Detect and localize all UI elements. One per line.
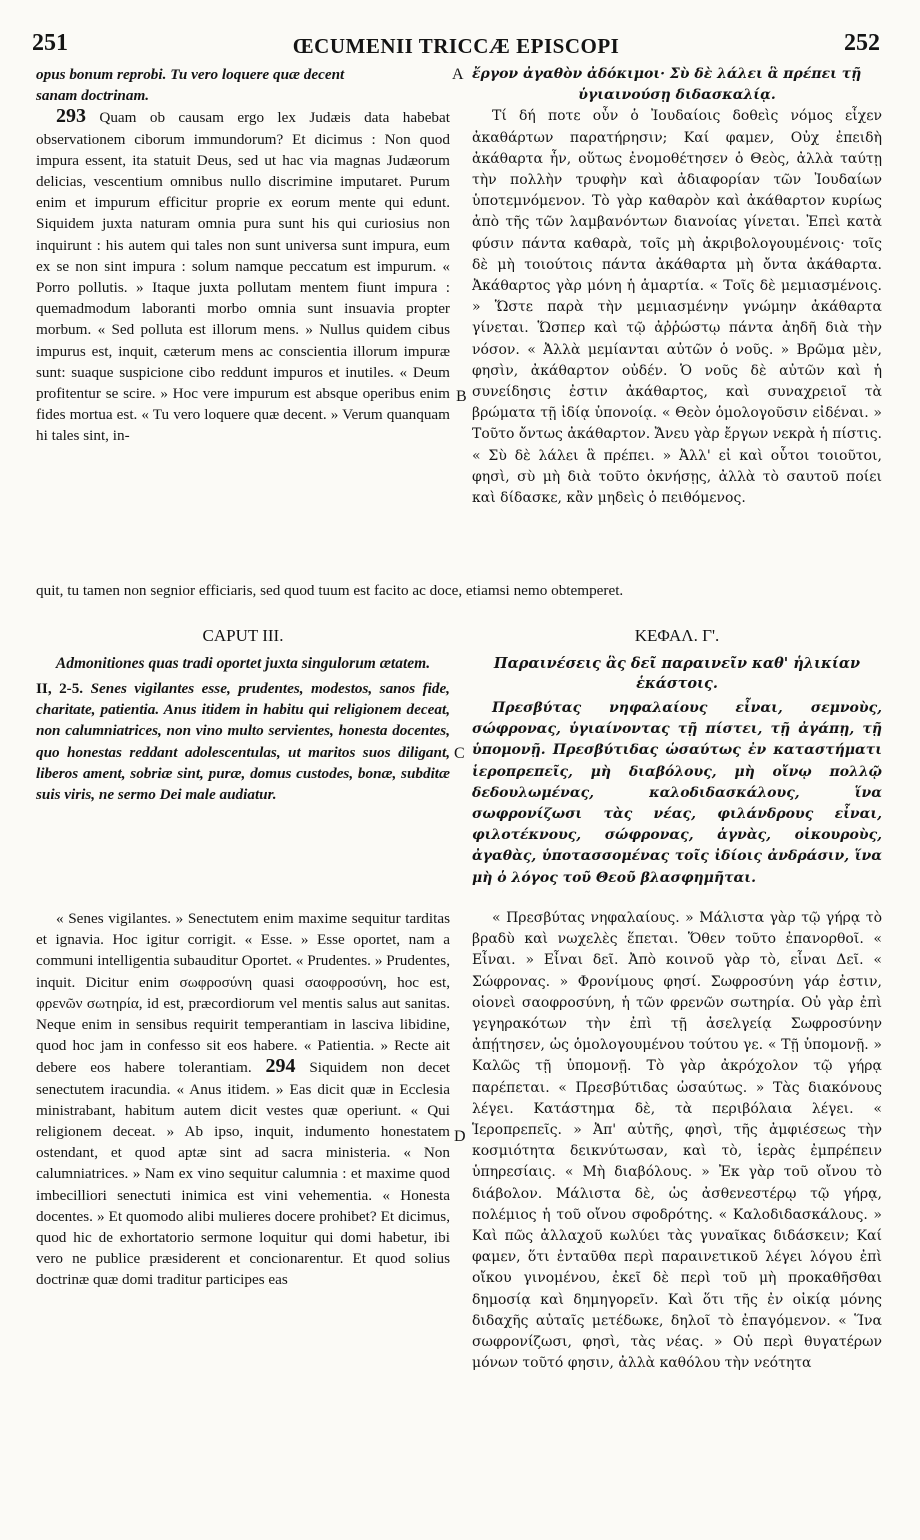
page-header [32,30,880,60]
greek-chapter-summary: Παραινέσεις ἃς δεῖ παραινεῖν καθ' ἡλικίαν ἑκάστοις. [493,655,861,692]
latin-chapter-summary: Admonitiones quas tradi oportet juxta singulorum ætatem. [55,655,431,672]
latin-chapter-block [36,626,450,805]
latin-commentary-paragraph [36,908,450,1291]
latin-commentary-part-2: Siquidem non decet senectutem iracundia. « Anus itidem. » Eas dicit quæ in Ecclesia ministrabant, habitum autem dicit vestes quæ operiunt. « Qui religionem deceat. » Ab ipso, inquit, indumento honestatem ostendant, et quod aptæ sint ad sacra ministeria. « Non calumniatrices. » Nam ex vino sequitur calumnia : et maxime quod imbecilliori senectuti inimica est vini vehementia. « Honesta docentes. » Et quomodo alibi mulieres docere prohibet? Et dicimus, quod hic de exhortatorio sermone loquitur qui domi habetur, ibi vero ne publice præsiderent et concionarentur. Et quod solius doctrinæ quæ domi traditur participes eas [36,1059,451,1289]
latin-commentary-part-1: « Senes vigilantes. » Senectutem enim maxime sequitur tarditas et ignavia. Hoc igitur corrigit. « Esse. » Esse oportet, nam a communi intelligentia subauditur Oportet. « Prudentes. » Prudentes, inquit. Dicitur enim σωφροσύνη quasi σαοφροσύνη, hoc est, φρενῶν σωτηρία, id est, præcordiorum vel mentis salus aut sanitas. Neque enim in sensibus requirit temperantiam in lasciva libidine, quod hoc jam in confesso sit eos habere. « Patientia. » Recte ait debere eos habere tolerantiam. [36,910,450,1077]
page-number-right: 252 [844,30,880,56]
greek-commentary-text: « Πρεσβύτας νηφαλαίους. » Μάλιστα γὰρ τῷ γήρᾳ τὸ βραδὺ καὶ νωχελὲς ἕπεται. Ὅθεν τοῦτο ἐπανορθοῖ. « Εἶναι. » Εἶναι δεῖ. Ἀπὸ κοινοῦ γὰρ τὸ, εἶναι Δεῖ. « Σώφρονας. » Φρονίμους φησί. Σωφροσύνη γάρ ἐστιν, οἱονεὶ σαοφροσύνη, ἡ τῶν φρενῶν σωτηρία. Οὐ γὰρ ἐπὶ γεγηρακότων τὴν ἐπὶ τῇ ἀσελγείᾳ Σωφροσύνην ἀπῄτησεν, ὡς ὁμολογουμένου τούτου γε. « Τῇ ὑπομονῇ. » Καλῶς τῇ ὑπομονῇ. Τὸ γὰρ ἀκρόχολον τῷ γήρᾳ παρέπεται. « Πρεσβύτιδας ὡσαύτως. » Τὰς διακόνους λέγει. Κατάστημα δὲ, τὰ περιβόλαια λέγει. « Ἱεροπρεπεῖς. » Ἀπ' αὐτῆς, φησὶ, τῆς ἀμφιέσεως τὴν κοσμιότητα δεικνύτωσαν, καὶ τὸ, ἱερὰς ἐμπρέπειν ὑπηρεσίαις. « Μὴ διαβόλους. » Ἐκ γὰρ τοῦ οἴνου τὸ διάβολον. Μάλιστα δὲ, ὡς ἀσθενεστέρῳ τῷ γήρᾳ, πολέμιος ἡ τοῦ οἴνου σφοδρότης. « Καλοδιδασκάλους. » Καὶ πῶς ἀλλαχοῦ κωλύει τὰς γυναῖκας διδάσκειν; Καί φαμεν, ὅτι ἐνταῦθα περὶ παραινετικοῦ λέγει λόγου ἐπὶ οἴκου γινομένου, ἐκεῖ δὲ περὶ τοῦ μὴ προκαθῆσθαι δημοσίᾳ καὶ δημηγορεῖν. Καὶ ὅτι τῆς ἐν οἰκίᾳ μόνης διδαχῆς αὐταῖς μετέδωκε, δηλοῖ τὸ ἐπαγόμενον. « Ἵνα σωφρονίζωσι, φησὶ, τὰς νέας. » Οὐ περὶ θυγατέρων μόνων τοῦτό φησιν, ἀλλὰ καθόλου τὴν νεότητα [472,910,882,1372]
latin-commentary [36,908,450,1291]
running-title: ŒCUMENII TRICCÆ EPISCOPI [292,34,620,58]
latin-body-text: Quam ob causam ergo lex Judæis data habebat observationem ciborum immundorum? Et dicimus : Non quod impura essent, ita statuit Deus, sed ut hac via magnas Judæorum delicias, vescentium omnibus nullo discrimine imputaret. Purum enim et impurum efficitur proprie ex eorum mente qui edunt. Siquidem juxta naturam omnia pura sunt his qui curiosius non inquirunt : his autem qui tales non sunt universa sunt impura, eum ex se non sint impura : solum namque peccatum est impurum. « Porro pollutis. » Itaque juxta pollutam mentem fiunt impura : quemadmodum laboranti morbo omnia sunt insuavia propter morbum. « Sed polluta est illorum mens. » Nullus quidem cibus impurus est, inquit, cæterum mens ac conscientia illorum impuræ sunt: suaque suspicione cibo reddunt impuros et inutiles. « Deum profitentur se scire. » Hoc vere impurum est absque operibus enim fides mortua est. « Tu vero loquere quæ decent. » Verum quanquam hi tales sint, in- [36,109,450,445]
greek-verse-text: Πρεσβύτας νηφαλαίους εἶναι, σεμνοὺς, σώφρονας, ὑγιαίνοντας τῇ πίστει, τῇ ἀγάπῃ, τῇ ὑπομονῇ. Πρεσβύτιδας ὡσαύτως ἐν καταστήματι ἱεροπρεπεῖς, μὴ διαβόλους, μὴ οἴνῳ πολλῷ δεδουλωμένας, καλοδιδασκάλους, ἵνα σωφρονίζωσι τὰς νέας, φιλάνδρους εἶναι, φιλοτέκνους, σώφρονας, ἁγνὰς, οἰκουροὺς, ἀγαθὰς, ὑποτασσομένας τοῖς ἰδίοις ἀνδράσιν, ἵνα μὴ ὁ λόγος τοῦ Θεοῦ βλασφημῆται. [472,700,882,886]
greek-column-top [472,64,882,509]
full-width-latin-line: quit, tu tamen non segnior efficiaris, sed quod tuum est facito ac doce, etiamsi nemo obtemperet. [36,582,624,599]
latin-verse-line-2: sanam doctrinam. [36,87,150,105]
column-number-294: 294 [265,1055,296,1078]
column-number-293: 293 [56,105,86,128]
marker-c: C [454,745,465,762]
latin-chapter-title: CAPUT III. [202,626,284,645]
latin-verse-text: Senes vigilantes esse, prudentes, modestos, sanos fide, charitate, patientia. Anus itidem in habitu qui religionem deceat, non calumniatrices, non vino multo servientes, honesta docentes, quo honestas reddant adolescentulas, ut maritos suos diligant, liberos ament, sobriæ sint, puræ, domus custodes, bonæ, subditæ suis viris, ne sermo Dei male audiatur. [36,680,450,804]
greek-chapter-block [472,626,882,889]
latin-paragraph [36,106,450,446]
latin-verse-line-1: opus bonum reprobi. Tu vero loquere quæ decent [36,66,345,83]
latin-column-top [36,64,450,447]
latin-verse-block [36,678,450,805]
latin-verse-reference: II, 2-5. [36,680,84,697]
greek-chapter-title: ΚΕΦΑΛ. Γ'. [634,626,720,645]
page-number-left: 251 [32,30,68,56]
greek-body-text: Τί δή ποτε οὖν ὁ Ἰουδαίοις δοθεὶς νόμος εἶχεν ἀκαθάρτων παρατήρησιν; Καί φαμεν, Οὐχ ἐπειδὴ ἀκάθαρτα ἦν, οὕτως ἐνομοθέτησεν ὁ Θεὸς, ἀλλὰ ταύτῃ τὴν πολλὴν τρυφὴν καὶ ἀδιαφορίαν τῶν Ἰουδαίων ὑποτεμνόμενον. Τὸ γὰρ καθαρὸν καὶ ἀκάθαρτον κυρίως ἀπὸ τῆς τῶν λαμβανόντων διανοίας γίνεται. Ἐπεὶ κατὰ φύσιν πάντα καθαρὰ, τοῖς μὴ ἀκριβολογουμένοις· τοῖς δὲ μὴ τοιούτοις πάντα ἀκάθαρτα μὴ ὄντα ἀκάθαρτα. Ἀκάθαρτος γὰρ μόνη ἡ ἁμαρτία. « Τοῖς δὲ μεμιασμένοις. » Ὥστε παρὰ τὴν μεμιασμένην γνώμην ἀκάθαρτα γίνεται. Ὥσπερ καὶ τῷ ἀῤῥώστῳ πάντα ἀηδῆ διὰ τὴν νόσον. « Ἀλλὰ μεμίανται αὐτῶν ὁ νοῦς. » Βρῶμα μὲν, φησὶν, ἀκάθαρτον οὐδέν. Ὁ νοῦς δὲ αὐτῶν καὶ ἡ συνείδησις ἐστιν ἀκάθαρτος, καὶ συναχρειοῖ τὰ βρώματα τῇ ἰδίᾳ ὑπονοίᾳ. « Θεὸν ὁμολογοῦσιν εἰδέναι. » Τοῦτο ὄντως ἀκάθαρτον. Ἄνευ γὰρ ἔργων νεκρὰ ἡ πίστις. « Σὺ δὲ λάλει ἃ πρέπει. » Ἀλλ' εἰ καὶ οὗτοι τοιοῦτοι, φησὶ, σὺ μὴ διὰ τοῦτο ὀκνήσῃς, ἀλλὰ τὸ σαυτοῦ ποίει καὶ δίδασκε, κἂν μηδεὶς ὁ πειθόμενος. [472,108,882,507]
marker-b: B [456,388,467,405]
marker-d: D [454,1128,466,1145]
greek-verse-line-1: ἔργον ἀγαθὸν ἀδόκιμοι· Σὺ δὲ λάλει ἃ πρέπει τῇ [472,66,862,82]
greek-verse-line-2: ὑγιαινούσῃ διδασκαλίᾳ. [578,87,776,104]
greek-commentary [472,908,882,1374]
marker-a: A [452,66,464,83]
